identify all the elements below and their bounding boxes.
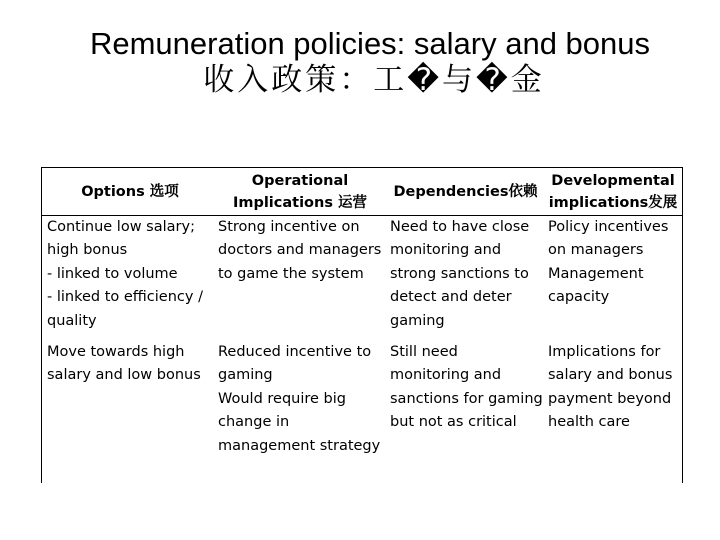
cell-row2-options: Move towards high salary and low bonus <box>47 344 201 384</box>
slide-title <box>0 26 720 98</box>
header-dependencies: Dependencies依赖 <box>393 184 538 200</box>
cell-row2-operational: Reduced incentive to gaming Would require big change in management strategy <box>218 344 381 454</box>
cell-row1-dependencies: Need to have close monitoring and strong sanctions to detect and deter gaming <box>390 219 530 329</box>
header-options: Options 选项 <box>81 184 179 200</box>
cell-row1-operational: Strong incentive on doctors and managers to game the system <box>218 219 382 282</box>
cell-row1-developmental: Policy incentives on managers Management capacity <box>548 219 669 306</box>
slide-title-chinese: 收入政策：工�与�金 <box>203 62 545 97</box>
header-developmental-implications: Developmental implications发展 <box>548 173 678 211</box>
cell-row2-developmental: Implications for salary and bonus payment beyond health care <box>548 344 673 431</box>
cell-row2-dependencies: Still need monitoring and sanctions for gaming but not as critical <box>390 344 543 431</box>
header-operational-implications: Operational Implications 运营 <box>232 173 368 211</box>
cell-row1-options: Continue low salary; high bonus - linked to volume - linked to efficiency / quality <box>47 219 203 329</box>
slide-title-english: Remuneration policies: salary and bonus <box>89 26 651 61</box>
